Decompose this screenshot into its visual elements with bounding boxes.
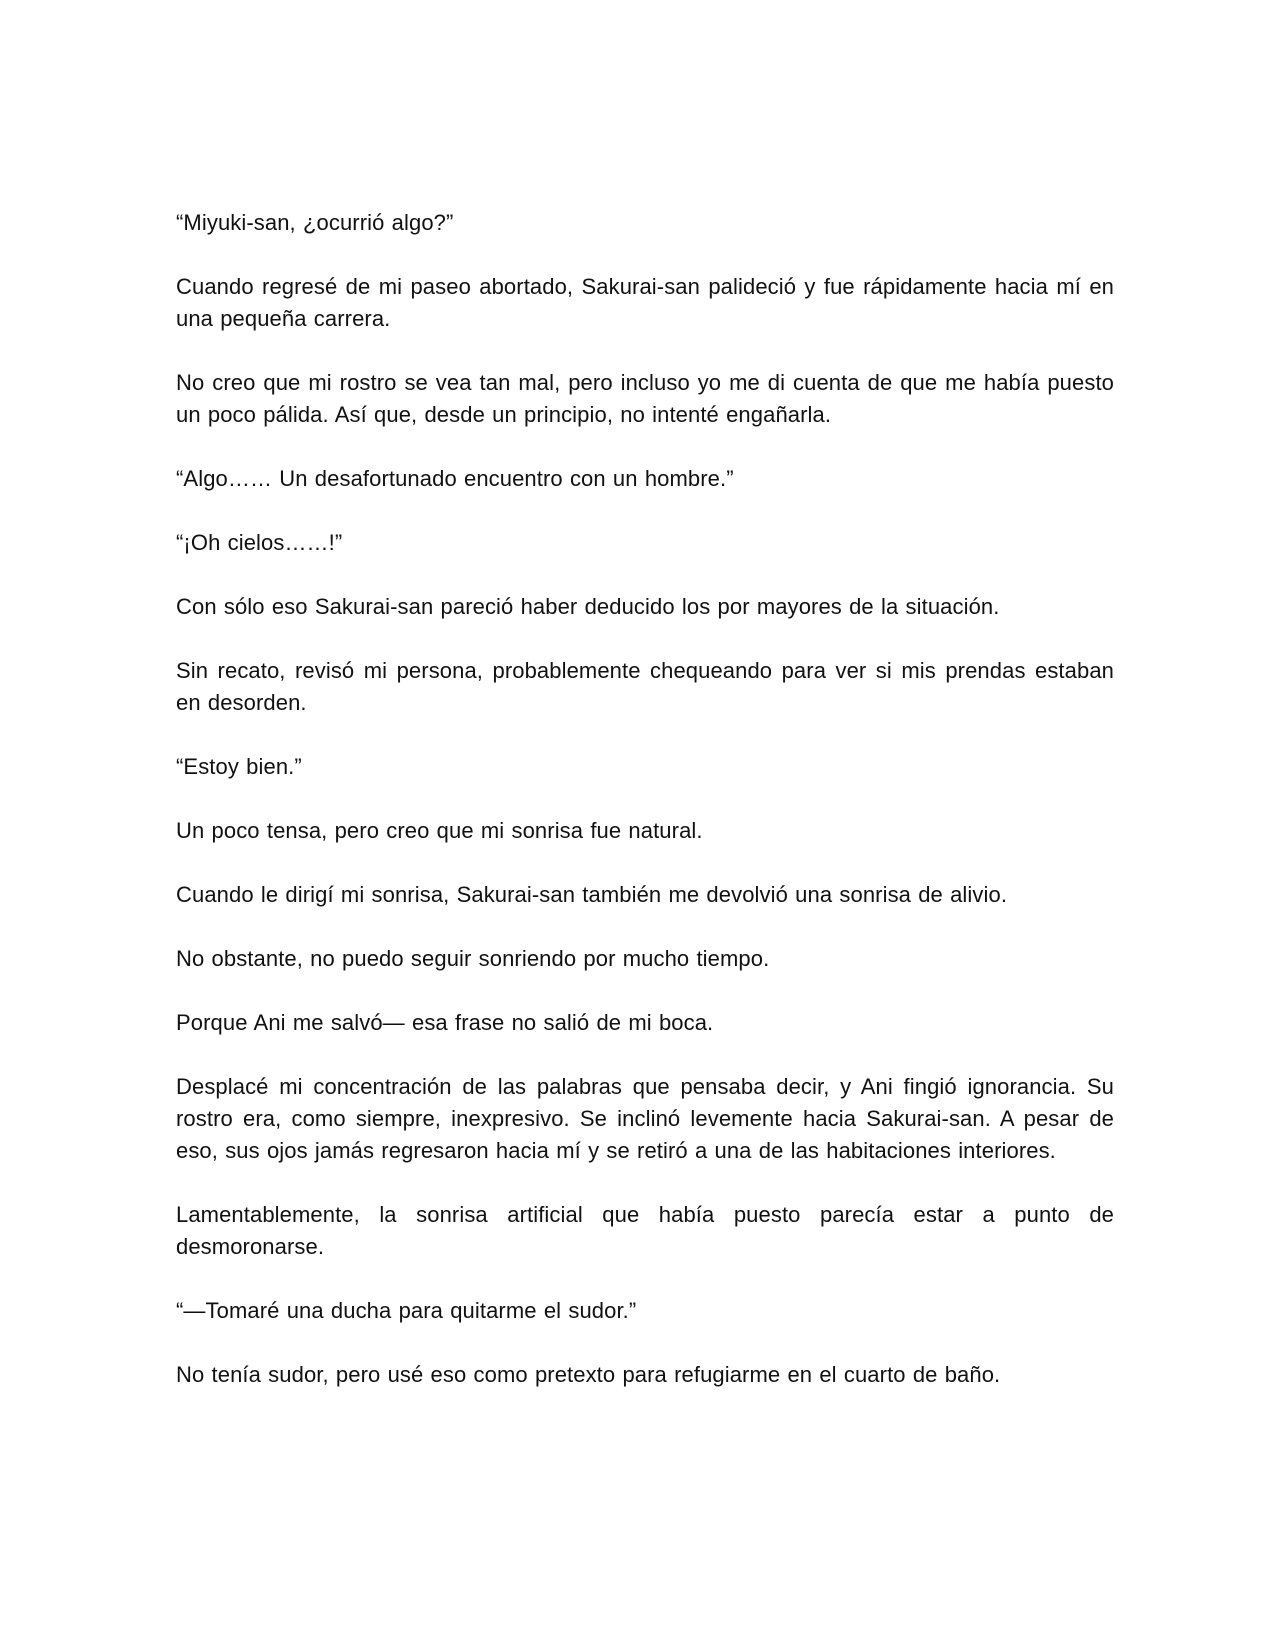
paragraph-9: Un poco tensa, pero creo que mi sonrisa fue natural.	[176, 818, 703, 843]
paragraph-12: Porque Ani me salvó— esa frase no salió de mi boca.	[176, 1010, 714, 1035]
paragraph-5: “¡Oh cielos……!”	[176, 530, 343, 555]
paragraph-15: “—Tomaré una ducha para quitarme el sudor.”	[176, 1298, 637, 1323]
paragraph-4: “Algo…… Un desafortunado encuentro con un hombre.”	[176, 466, 734, 491]
paragraph-13: Desplacé mi concentración de las palabras que pensaba decir, y Ani fingió ignorancia. Su rostro era, como siempre, inexpresivo. Se inclinó levemente hacia Sakurai-san. A pesar de eso, sus ojos jamás regresaron hacia mí y se retiró a una de las habitaciones interiores.	[176, 1074, 1114, 1163]
paragraph-6: Con sólo eso Sakurai-san pareció haber deducido los por mayores de la situación.	[176, 594, 1000, 619]
paragraph-8: “Estoy bien.”	[176, 754, 302, 779]
paragraph-14: Lamentablemente, la sonrisa artificial que había puesto parecía estar a punto de desmoronarse.	[176, 1202, 1114, 1259]
paragraph-10: Cuando le dirigí mi sonrisa, Sakurai-san también me devolvió una sonrisa de alivio.	[176, 882, 1008, 907]
paragraph-2: Cuando regresé de mi paseo abortado, Sakurai-san palideció y fue rápidamente hacia mí en una pequeña carrera.	[176, 274, 1114, 331]
paragraph-3: No creo que mi rostro se vea tan mal, pero incluso yo me di cuenta de que me había puesto un poco pálida. Así que, desde un principio, no intenté engañarla.	[176, 370, 1114, 427]
paragraph-7: Sin recato, revisó mi persona, probablemente chequeando para ver si mis prendas estaban en desorden.	[176, 658, 1114, 715]
paragraph-11: No obstante, no puedo seguir sonriendo por mucho tiempo.	[176, 946, 770, 971]
paragraph-1: “Miyuki-san, ¿ocurrió algo?”	[176, 210, 454, 235]
paragraph-16: No tenía sudor, pero usé eso como pretexto para refugiarme en el cuarto de baño.	[176, 1362, 1001, 1387]
document-body	[176, 207, 1114, 1423]
